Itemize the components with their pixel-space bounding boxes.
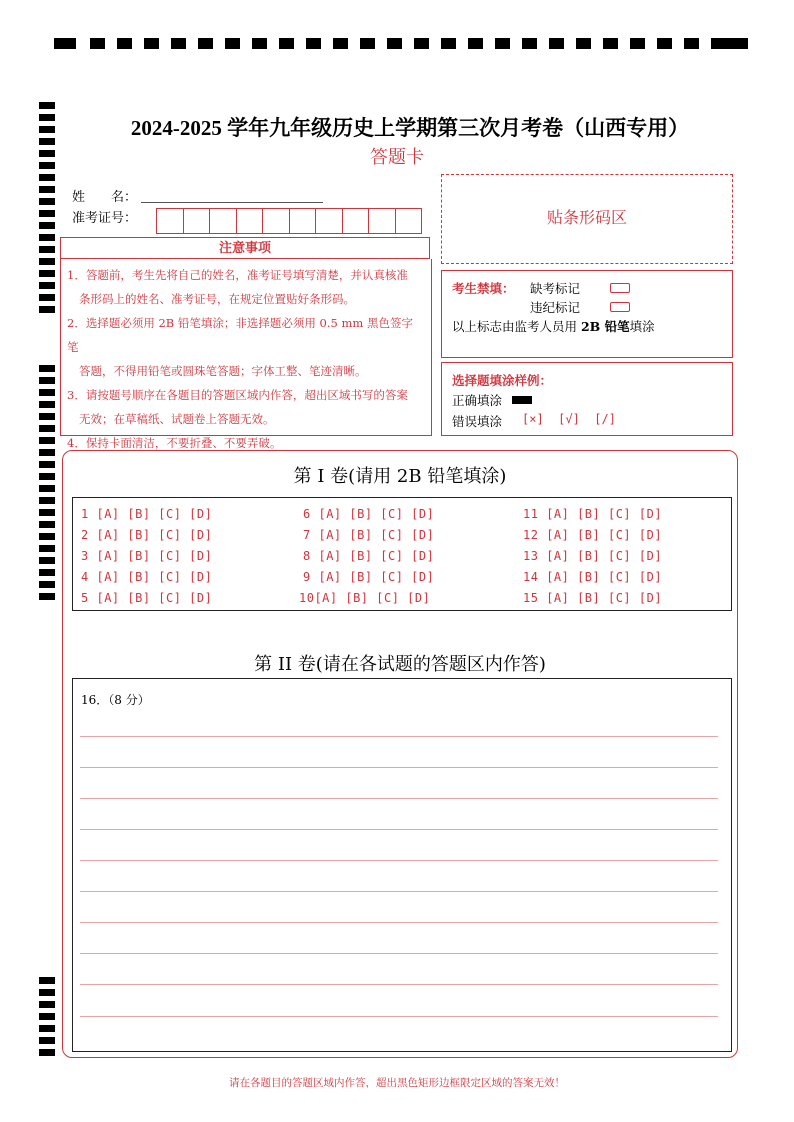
q-row[interactable]: 12 [A] [B] [C] [D]: [523, 528, 663, 542]
q-row[interactable]: 1 [A] [B] [C] [D]: [81, 507, 213, 521]
banned-label: 考生禁填：: [452, 281, 515, 296]
answer-line: [80, 798, 718, 799]
name-label: 姓 名：: [72, 190, 138, 205]
question-16-label: 16．（8 分）: [81, 693, 150, 707]
section1-title: 第 I 卷(请用 2B 铅笔填涂): [293, 466, 507, 487]
notice-item-2: 2．选择题必须用 2B 铅笔填涂；非选择题必须用 0.5 mm 黑色签字笔: [67, 316, 413, 354]
barcode-area[interactable]: 贴条形码区: [441, 174, 733, 264]
q-row[interactable]: 4 [A] [B] [C] [D]: [81, 570, 213, 584]
answer-line: [80, 860, 718, 861]
correct-fill-mark: [512, 396, 532, 404]
sample-title: 选择题填涂样例：: [452, 373, 553, 388]
notice-title: 注意事项: [60, 237, 430, 259]
answer-line: [80, 922, 718, 923]
wrong-fill-marks: [×] [√] [/]: [522, 412, 616, 426]
notice-item-2-cont: 答题，不得用铅笔或圆珠笔答题；字体工整、笔迹清晰。: [79, 364, 367, 378]
notice-item-3-cont: 无效；在草稿纸、试题卷上答题无效。: [79, 412, 275, 426]
notice-item-3: 3．请按题号顺序在各题目的答题区域内作答，超出区域书写的答案: [67, 388, 408, 402]
violation-label: 违纪标记: [530, 300, 581, 315]
absent-label: 缺考标记: [530, 281, 581, 296]
id-number-boxes[interactable]: [156, 208, 422, 234]
answer-line: [80, 829, 718, 830]
examiner-only-box: [441, 270, 733, 358]
q-row[interactable]: 2 [A] [B] [C] [D]: [81, 528, 213, 542]
mcq-answer-box: [72, 497, 732, 611]
q-row[interactable]: 8 [A] [B] [C] [D]: [303, 549, 435, 563]
q-row[interactable]: 3 [A] [B] [C] [D]: [81, 549, 213, 563]
notice-body: [60, 259, 432, 450]
answer-line: [80, 891, 718, 892]
notice-item-1: 1．答题前，考生先将自己的姓名，准考证号填写清楚，并认真核准: [67, 268, 408, 282]
section2-title: 第 II 卷(请在各试题的答题区内作答): [254, 654, 546, 675]
q-row[interactable]: 10[A] [B] [C] [D]: [299, 591, 431, 605]
id-label: 准考证号：: [72, 211, 138, 226]
answer-line: [80, 984, 718, 985]
q-row[interactable]: 9 [A] [B] [C] [D]: [303, 570, 435, 584]
answer-line: [80, 736, 718, 737]
q-row[interactable]: 11 [A] [B] [C] [D]: [523, 507, 663, 521]
answer-line: [80, 953, 718, 954]
correct-fill-label: 正确填涂: [452, 393, 503, 408]
essay-answer-box[interactable]: [72, 678, 732, 1052]
q-row[interactable]: 13 [A] [B] [C] [D]: [523, 549, 663, 563]
page-subtitle: 答题卡: [370, 147, 424, 168]
answer-line: [80, 767, 718, 768]
banned-note: 以上标志由监考人员用 2B 铅笔填涂: [452, 319, 655, 334]
name-field[interactable]: [141, 202, 323, 203]
q-row[interactable]: 15 [A] [B] [C] [D]: [523, 591, 663, 605]
timing-marks-top: [54, 38, 748, 52]
notice-item-1-cont: 条形码上的姓名、准考证号，在规定位置贴好条形码。: [79, 292, 355, 306]
q-row[interactable]: 14 [A] [B] [C] [D]: [523, 570, 663, 584]
answer-line: [80, 1016, 718, 1017]
q-row[interactable]: 6 [A] [B] [C] [D]: [303, 507, 435, 521]
absent-mark-box[interactable]: [610, 279, 630, 294]
fill-sample-box: [441, 362, 733, 436]
notice-item-4: 4．保持卡面清洁，不要折叠、不要弄破。: [67, 436, 282, 450]
q-row[interactable]: 7 [A] [B] [C] [D]: [303, 528, 435, 542]
violation-mark-box[interactable]: [610, 298, 630, 313]
q-row[interactable]: 5 [A] [B] [C] [D]: [81, 591, 213, 605]
wrong-fill-label: 错误填涂: [452, 414, 503, 429]
page-title: 2024-2025 学年九年级历史上学期第三次月考卷（山西专用）: [130, 116, 690, 140]
footer-warning: 请在各题目的答题区域内作答，超出黑色矩形边框限定区域的答案无效！: [229, 1077, 565, 1089]
